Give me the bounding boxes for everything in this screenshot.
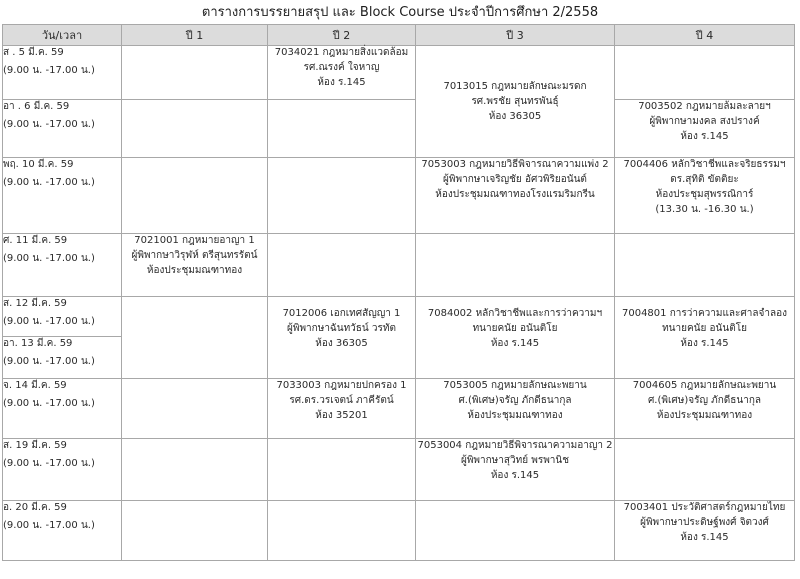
course-lecturer: ทนายคนัย อนันติโย	[662, 323, 747, 334]
day-cell	[3, 501, 122, 561]
table-row	[3, 379, 795, 439]
day-cell	[3, 234, 122, 297]
course-lecturer: ศ.(พิเศษ)จรัญ ภักดีธนากุล	[647, 395, 762, 406]
course-cell	[615, 297, 795, 379]
course-room: ห้องประชุมมณฑาทอง	[146, 265, 243, 276]
day-label: อ. 20 มี.ค. 59	[3, 502, 67, 513]
course-title: 7084002 หลักวิชาชีพและการว่าความฯ	[427, 308, 603, 319]
day-cell	[3, 337, 122, 379]
day-label: ส. 12 มี.ค. 59	[3, 298, 67, 309]
time-label: (9.00 น. -17.00 น.)	[3, 398, 95, 409]
empty-cell	[416, 234, 615, 297]
course-title: 7053003 กฎหมายวิธีพิจารณาความแพ่ง 2	[421, 159, 609, 170]
empty-cell	[416, 501, 615, 561]
course-title: 7003401 ประวัติศาสตร์กฎหมายไทย	[623, 502, 786, 513]
course-cell	[268, 297, 416, 379]
course-room: ห้อง ร.145	[490, 338, 540, 349]
day-cell	[3, 439, 122, 501]
course-cell	[615, 158, 795, 234]
empty-cell	[615, 234, 795, 297]
course-title: 7004801 การว่าความและศาลจำลอง	[621, 308, 788, 319]
time-label: (9.00 น. -17.00 น.)	[3, 253, 95, 264]
course-lecturer: รศ.ณรงค์ ใจหาญ	[303, 62, 380, 73]
course-room: ห้อง 36305	[488, 111, 542, 122]
time-label: (9.00 น. -17.00 น.)	[3, 520, 95, 531]
table-row	[3, 100, 795, 158]
course-lecturer: ผู้พิพากษาประดิษฐ์พงศ์ จิตวงศ์	[640, 517, 769, 528]
day-cell	[3, 297, 122, 337]
course-title: 7004406 หลักวิชาชีพและจริยธรรมฯ	[623, 159, 786, 170]
empty-cell	[122, 501, 268, 561]
page-title: ตารางการบรรยายสรุป และ Block Course ประจำปีการศึกษา 2/2558	[201, 5, 599, 20]
empty-cell	[268, 439, 416, 501]
course-room: ห้อง ร.145	[490, 470, 540, 481]
table-row	[3, 46, 795, 100]
course-lecturer: ทนายคนัย อนันติโย	[472, 323, 558, 334]
course-title: 7003502 กฎหมายล้มละลายฯ	[638, 101, 771, 112]
course-lecturer: ผู้พิพากษาฉันทวัธน์ วรทัต	[287, 323, 396, 334]
time-label: (9.00 น. -17.00 น.)	[3, 65, 95, 76]
day-label: ส. 19 มี.ค. 59	[3, 440, 67, 451]
course-lecturer: ศ.(พิเศษ)จรัญ ภักดีธนากุล	[458, 395, 572, 406]
course-cell	[268, 46, 416, 100]
course-title: 7012006 เอกเทศสัญญา 1	[282, 308, 401, 319]
course-room: ห้อง ร.145	[680, 338, 729, 349]
course-cell	[416, 379, 615, 439]
time-label: (9.00 น. -17.00 น.)	[3, 119, 95, 130]
table-row	[3, 439, 795, 501]
table-row	[3, 158, 795, 234]
course-lecturer: รศ.ดร.วรเจตน์ ภาคีรัตน์	[289, 395, 394, 406]
course-title: 7013015 กฎหมายลักษณะมรดก	[443, 81, 587, 92]
course-room: ห้อง ร.145	[680, 131, 729, 142]
header-day-time: วัน/เวลา	[3, 25, 122, 46]
course-cell	[416, 158, 615, 234]
course-cell	[615, 379, 795, 439]
course-cell	[615, 100, 795, 158]
course-room: ห้อง ร.145	[680, 532, 729, 543]
course-lecturer: ผู้พิพากษาวิรุฬห์ ตรีสุนทรรัตน์	[131, 250, 258, 261]
day-label: อา . 6 มี.ค. 59	[3, 101, 70, 112]
course-title: 7053004 กฎหมายวิธีพิจารณาความอาญา 2	[417, 440, 613, 451]
course-cell	[268, 379, 416, 439]
course-room: ห้องประชุมมณฑาทอง	[467, 410, 563, 421]
header-row	[3, 25, 795, 46]
empty-cell	[268, 501, 416, 561]
course-title: 7053005 กฎหมายลักษณะพยาน	[443, 380, 587, 391]
day-cell	[3, 158, 122, 234]
course-title: 7004605 กฎหมายลักษณะพยาน	[632, 380, 777, 391]
day-cell	[3, 46, 122, 100]
empty-cell	[122, 100, 268, 158]
course-cell	[416, 46, 615, 158]
empty-cell	[268, 234, 416, 297]
empty-cell	[615, 46, 795, 100]
day-label: ส . 5 มี.ค. 59	[3, 47, 64, 58]
empty-cell	[122, 439, 268, 501]
course-cell	[416, 439, 615, 501]
header-year-3: ปี 3	[416, 25, 615, 46]
course-title: 7033003 กฎหมายปกครอง 1	[276, 380, 407, 391]
header-year-1: ปี 1	[122, 25, 268, 46]
course-lecturer: รศ.พรชัย สุนทรพันธุ์	[471, 96, 559, 107]
empty-cell	[122, 158, 268, 234]
empty-cell	[122, 46, 268, 100]
empty-cell	[122, 297, 268, 379]
day-cell	[3, 100, 122, 158]
header-year-4: ปี 4	[615, 25, 795, 46]
table-row	[3, 501, 795, 561]
table-row	[3, 234, 795, 297]
day-cell	[3, 379, 122, 439]
schedule-table	[2, 24, 795, 561]
course-time-note: (13.30 น. -16.30 น.)	[655, 204, 754, 215]
time-label: (9.00 น. -17.00 น.)	[3, 316, 95, 327]
time-label: (9.00 น. -17.00 น.)	[3, 458, 95, 469]
empty-cell	[615, 439, 795, 501]
day-label: อา. 13 มี.ค. 59	[3, 338, 73, 349]
course-room: ห้องประชุมมณฑาทองโรงแรมริมกรีน	[435, 189, 595, 200]
empty-cell	[268, 100, 416, 158]
course-title: 7021001 กฎหมายอาญา 1	[134, 235, 255, 246]
course-room: ห้องประชุมสุพรรณิการ์	[655, 189, 754, 200]
day-label: ศ. 11 มี.ค. 59	[3, 235, 68, 246]
course-lecturer: ผู้พิพากษาสุวิทย์ พรพานิช	[460, 455, 570, 466]
course-room: ห้อง ร.145	[317, 77, 366, 88]
course-lecturer: ดร.สุทิติ ขัตติยะ	[670, 174, 739, 185]
empty-cell	[268, 158, 416, 234]
day-label: จ. 14 มี.ค. 59	[3, 380, 67, 391]
course-cell	[416, 297, 615, 379]
course-cell	[615, 501, 795, 561]
course-title: 7034021 กฎหมายสิ่งแวดล้อม	[274, 47, 409, 58]
time-label: (9.00 น. -17.00 น.)	[3, 356, 95, 367]
course-room: ห้อง 36305	[315, 338, 368, 349]
course-lecturer: ผู้พิพากษาเจริญชัย อัศวพิริยอนันต์	[443, 174, 587, 185]
time-label: (9.00 น. -17.00 น.)	[3, 177, 95, 188]
empty-cell	[122, 379, 268, 439]
table-row	[3, 297, 795, 337]
course-cell	[122, 234, 268, 297]
day-label: พฤ. 10 มี.ค. 59	[3, 159, 74, 170]
course-room: ห้อง 35201	[315, 410, 368, 421]
course-room: ห้องประชุมมณฑาทอง	[656, 410, 753, 421]
course-lecturer: ผู้พิพากษามงคล สงปรางค์	[649, 116, 760, 127]
header-year-2: ปี 2	[268, 25, 416, 46]
